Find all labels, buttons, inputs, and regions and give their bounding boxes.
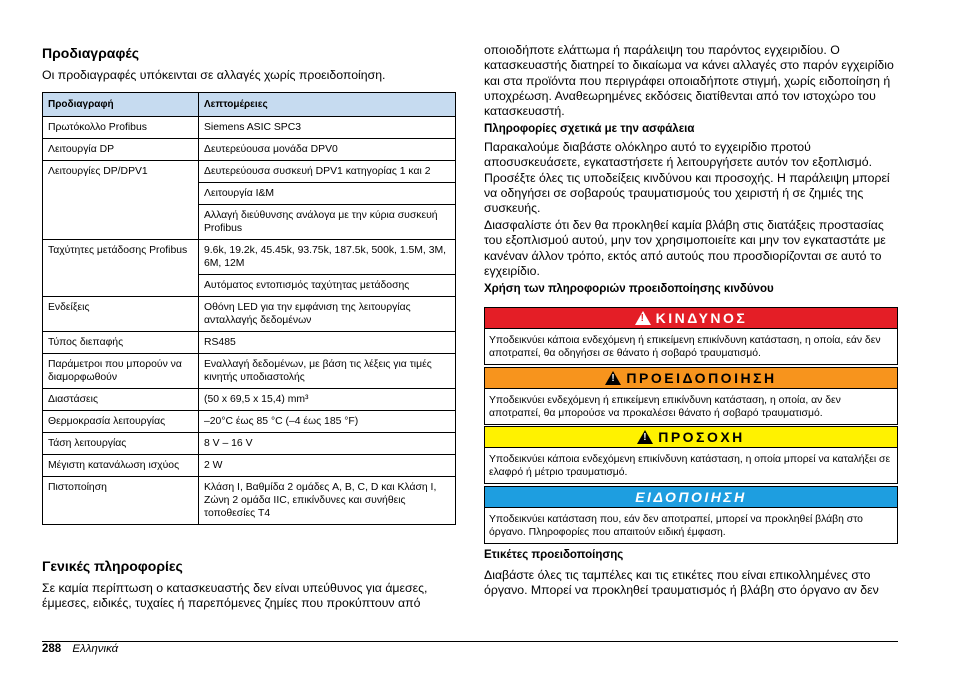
table-cell: –20°C έως 85 °C (–4 έως 185 °F) [199,411,456,433]
table-row [43,477,456,525]
table-cell: Ταχύτητες μετάδοσης Profibus [43,240,199,297]
spec-intro: Οι προδιαγραφές υπόκεινται σε αλλαγές χωρίς προειδοποίηση. [42,68,386,82]
caution-title: ΠΡΟΣΟΧΗ [658,429,745,445]
table-cell: Ενδείξεις [43,297,199,332]
column-header: Προδιαγραφή [43,93,199,117]
notice-box [484,486,898,544]
table-row [43,354,456,389]
warning-header [485,368,897,389]
table-cell: Siemens ASIC SPC3 [199,117,456,139]
table-cell: Λειτουργία I&M [199,183,456,205]
spec-heading: Προδιαγραφές [42,45,139,61]
table-row [43,455,456,477]
table-cell: Λειτουργίες DP/DPV1 [43,161,199,240]
footer-language: Ελληνικά [72,643,119,655]
table-cell: Αλλαγή διεύθυνσης ανάλογα με την κύρια συσκευή Profibus [199,205,456,240]
warning-triangle-icon: ! [605,371,621,385]
table-cell: 2 W [199,455,456,477]
manual-disclaimer-paragraph: οποιοδήποτε ελάττωμα ή παράλειψη του παρόντος εγχειριδίου. Ο κατασκευαστής διατηρεί το δικαίωμα να κάνει αλλαγές στο παρόν εγχειρίδιο και στα προϊόντα που περιγράφει οποιαδήποτε στιγμή, χωρίς ειδοποίηση ή υποχρέωση. Αναθεωρημένες εκδόσεις διατίθενται από τον ιστοχώρο του κατασκευαστή. [484,43,894,119]
table-row [43,240,456,275]
table-cell: 9.6k, 19.2k, 45.45k, 93.75k, 187.5k, 500k, 1.5M, 3M, 6M, 12M [199,240,456,275]
table-row [43,139,456,161]
table-cell: Παράμετροι που μπορούν να διαμορφωθούν [43,354,199,389]
notice-title: ΕΙΔΟΠΟΙΗΣΗ [635,489,747,505]
table-cell: Δευτερεύουσα συσκευή DPV1 κατηγορίας 1 και 2 [199,161,456,183]
caution-header [485,427,897,448]
table-cell: Μέγιστη κατανάλωση ισχύος [43,455,199,477]
notice-text: Υποδεικνύει κατάσταση που, εάν δεν αποτραπεί, μπορεί να προκληθεί βλάβη στο όργανο. Πληροφορίες που απαιτούν ειδική έμφαση. [489,514,863,538]
table-cell: Πιστοποίηση [43,477,199,525]
column-header: Λεπτομέρειες [199,93,456,117]
safety-heading: Πληροφορίες σχετικά με την ασφάλεια [484,123,695,135]
caution-text: Υποδεικνύει κάποια ενδεχόμενη επικίνδυνη κατάσταση, η οποία μπορεί να καταλήξει σε ελαφρό ή μέτριο τραυματισμό. [489,454,891,478]
warning-text: Υποδεικνύει ενδεχόμενη ή επικείμενη επικίνδυνη κατάσταση, η οποία, αν δεν αποτραπεί, θα μπορούσε να προκαλέσει θάνατο ή σοβαρό τραυματισμό. [489,395,841,419]
table-cell: Λειτουργία DP [43,139,199,161]
table-cell: Τάση λειτουργίας [43,433,199,455]
hazard-info-heading: Χρήση των πληροφοριών προειδοποίησης κινδύνου [484,283,774,295]
table-cell: Εναλλαγή δεδομένων, με βάση τις λέξεις για τιμές κινητής υποδιαστολής [199,354,456,389]
table-cell: Τύπος διεπαφής [43,332,199,354]
table-cell: (50 x 69,5 x 15,4) mm³ [199,389,456,411]
labels-heading: Ετικέτες προειδοποίησης [484,549,624,561]
table-cell: Οθόνη LED για την εμφάνιση της λειτουργίας ανταλλαγής δεδομένων [199,297,456,332]
danger-title: ΚΙΝΔΥΝΟΣ [655,310,748,326]
warning-title: ΠΡΟΕΙΔΟΠΟΙΗΣΗ [626,370,777,386]
table-cell: 8 V – 16 V [199,433,456,455]
notice-header [485,487,897,508]
general-heading: Γενικές πληροφορίες [42,558,183,574]
table-row [43,297,456,332]
caution-box [484,426,898,484]
page-footer [42,643,118,655]
danger-header [485,308,897,329]
general-paragraph: Σε καμία περίπτωση ο κατασκευαστής δεν είναι υπεύθυνος για άμεσες, έμμεσες, ειδικές, τυχαίες ή παρεπόμενες ζημίες που προκύπτουν από [42,581,428,611]
table-cell: Δευτερεύουσα μονάδα DPV0 [199,139,456,161]
footer-divider [42,641,898,642]
table-cell: RS485 [199,332,456,354]
table-header-row [43,93,456,117]
table-row [43,332,456,354]
table-row [43,117,456,139]
table-cell: Διαστάσεις [43,389,199,411]
labels-paragraph: Διαβάστε όλες τις ταμπέλες και τις ετικέτες που είναι επικολλημένες στο όργανο. Μπορεί να προκληθεί τραυματισμός ή βλάβη στο όργανο αν δεν [484,568,879,598]
table-row [43,433,456,455]
spec-table [42,92,456,525]
safety-paragraph-2: Διασφαλίστε ότι δεν θα προκληθεί καμία βλάβη στις διατάξεις προστασίας του εξοπλισμού αυτού, μην τον χρησιμοποιείτε και μην τον εγκαταστάτε με κανέναν άλλον τρόπο, εκτός από αυτούς που προσδιορίζονται σε αυτό το εγχειρίδιο. [484,218,886,278]
warning-box [484,367,898,425]
warning-triangle-icon: ! [635,311,651,325]
danger-box [484,307,898,365]
safety-paragraph-1: Παρακαλούμε διαβάστε ολόκληρο αυτό το εγχειρίδιο προτού αποσυσκευάσετε, εγκαταστήσετε ή λειτουργήσετε αυτόν τον εξοπλισμό. Προσέξτε όλες τις υποδείξεις κινδύνου και προσοχής. Η παράλειψη μπορεί να οδηγήσει σε σοβαρούς τραυματισμούς του χειριστή ή σε ζημιές της συσκευής. [484,140,890,216]
table-row [43,411,456,433]
table-cell: Θερμοκρασία λειτουργίας [43,411,199,433]
page-number: 288 [42,643,62,655]
table-row [43,389,456,411]
danger-text: Υποδεικνύει κάποια ενδεχόμενη ή επικείμενη επικίνδυνη κατάσταση, η οποία, εάν δεν αποτραπεί, θα οδηγήσει σε θάνατο ή σοβαρό τραυματισμό. [489,335,881,359]
table-row [43,161,456,183]
table-cell: Πρωτόκολλο Profibus [43,117,199,139]
warning-triangle-icon: ! [637,430,653,444]
table-cell: Κλάση I, Βαθμίδα 2 ομάδες A, B, C, D και Κλάση I, Ζώνη 2 ομάδα IIC, επικίνδυνες και συνήθεις τοποθεσίες T4 [199,477,456,525]
table-cell: Αυτόματος εντοπισμός ταχύτητας μετάδοσης [199,275,456,297]
